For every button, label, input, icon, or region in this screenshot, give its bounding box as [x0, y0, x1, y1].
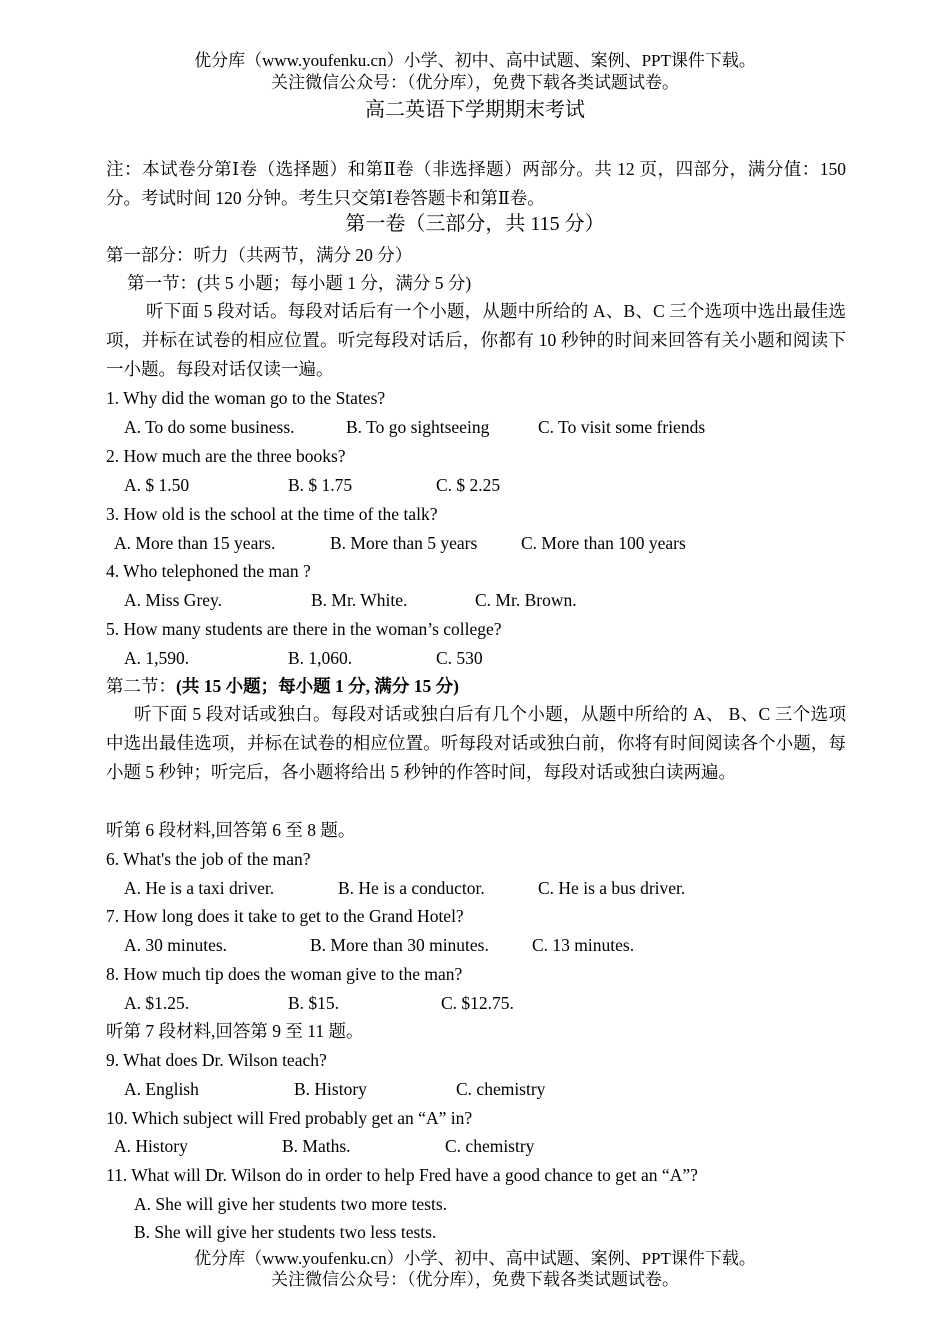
q8-option-c: C. $12.75.: [441, 993, 514, 1013]
q2-option-b: B. $ 1.75: [288, 475, 353, 495]
exam-note: 注：本试卷分第Ⅰ卷（选择题）和第Ⅱ卷（非选择题）两部分。共 12 页，四部分，满分值：150 分。考试时间 120 分钟。考生只交第Ⅰ卷答题卡和第Ⅱ卷。: [106, 159, 846, 208]
section2-heading-detail: (共 15 小题；每小题 1 分, 满分 15 分): [176, 676, 459, 696]
header-line-1: 优分库（www.youfenku.cn）小学、初中、高中试题、案例、PPT课件下载。: [194, 51, 756, 70]
volume-heading: 第一卷（三部分，共 115 分）: [345, 213, 605, 235]
q6-option-b: B. He is a conductor.: [338, 878, 485, 898]
q10-option-c: C. chemistry: [445, 1136, 535, 1156]
footer-line-2: 关注微信公众号：（优分库），免费下载各类试题试卷。: [271, 1270, 679, 1289]
question-4: 4. Who telephoned the man ?: [106, 561, 311, 581]
q4-option-c: C. Mr. Brown.: [475, 590, 577, 610]
q8-option-b: B. $15.: [288, 993, 340, 1013]
q2-option-c: C. $ 2.25: [436, 475, 501, 495]
material-6-heading: 听第 6 段材料,回答第 6 至 8 题。: [106, 820, 356, 840]
q2-option-a: A. $ 1.50: [124, 475, 190, 495]
q7-option-a: A. 30 minutes.: [124, 935, 228, 955]
q4-option-b: B. Mr. White.: [311, 590, 408, 610]
question-10: 10. Which subject will Fred probably get an “A” in?: [106, 1108, 473, 1128]
q3-option-c: C. More than 100 years: [521, 533, 686, 553]
question-2: 2. How much are the three books?: [106, 446, 346, 466]
section1-heading: 第一节：(共 5 小题；每小题 1 分，满分 5 分): [127, 273, 472, 293]
q5-option-a: A. 1,590.: [124, 648, 190, 668]
question-6: 6. What's the job of the man?: [106, 849, 311, 869]
q3-option-b: B. More than 5 years: [330, 533, 478, 553]
q10-option-a: A. History: [114, 1136, 188, 1156]
question-1: 1. Why did the woman go to the States?: [106, 388, 386, 408]
q7-option-b: B. More than 30 minutes.: [310, 935, 489, 955]
q6-option-c: C. He is a bus driver.: [538, 878, 686, 898]
q5-option-b: B. 1,060.: [288, 648, 353, 668]
q6-option-a: A. He is a taxi driver.: [124, 878, 275, 898]
q4-option-a: A. Miss Grey.: [124, 590, 223, 610]
footer-line-1: 优分库（www.youfenku.cn）小学、初中、高中试题、案例、PPT课件下载。: [194, 1249, 756, 1268]
q5-option-c: C. 530: [436, 648, 483, 668]
q8-option-a: A. $1.25.: [124, 993, 190, 1013]
question-9: 9. What does Dr. Wilson teach?: [106, 1050, 327, 1070]
q9-option-c: C. chemistry: [456, 1079, 546, 1099]
q1-option-a: A. To do some business.: [124, 417, 295, 437]
q7-option-c: C. 13 minutes.: [532, 935, 635, 955]
q1-option-c: C. To visit some friends: [538, 417, 706, 437]
q3-option-a: A. More than 15 years.: [114, 533, 276, 553]
question-3: 3. How old is the school at the time of the talk?: [106, 504, 438, 524]
section2-instruction: 听下面 5 段对话或独白。每段对话或独白后有几个小题，从题中所给的 A、 B、C 三个选项中选出最佳选项，并标在试卷的相应位置。听每段对话或独白前，你将有时间阅读各个小题，每小题 5 秒钟；听完后，各小题将给出 5 秒钟的作答时间，每段对话或独白读两遍。: [106, 704, 846, 782]
q9-option-b: B. History: [294, 1079, 367, 1099]
question-8: 8. How much tip does the woman give to the man?: [106, 964, 463, 984]
q11-option-a: A. She will give her students two more tests.: [134, 1194, 448, 1214]
page-title: 高二英语下学期期末考试: [365, 99, 585, 121]
part1-heading: 第一部分：听力（共两节，满分 20 分）: [106, 245, 413, 265]
material-7-heading: 听第 7 段材料,回答第 9 至 11 题。: [106, 1021, 364, 1041]
section2-heading-label: 第二节：: [106, 676, 176, 696]
section2-heading: [106, 674, 459, 698]
q11-option-b: B. She will give her students two less tests.: [134, 1222, 437, 1242]
section1-instruction: 听下面 5 段对话。每段对话后有一个小题，从题中所给的 A、B、C 三个选项中选出最佳选项，并标在试卷的相应位置。听完每段对话后，你都有 10 秒钟的时间来回答有关小题和阅读下一小题。每段对话仅读一遍。: [106, 301, 846, 379]
question-7: 7. How long does it take to get to the Grand Hotel?: [106, 906, 464, 926]
question-11: 11. What will Dr. Wilson do in order to help Fred have a good chance to get an “A”?: [106, 1165, 698, 1185]
q10-option-b: B. Maths.: [282, 1136, 351, 1156]
question-5: 5. How many students are there in the woman’s college?: [106, 619, 502, 639]
q9-option-a: A. English: [124, 1079, 199, 1099]
header-line-2: 关注微信公众号：（优分库），免费下载各类试题试卷。: [271, 73, 679, 92]
q1-option-b: B. To go sightseeing: [346, 417, 490, 437]
